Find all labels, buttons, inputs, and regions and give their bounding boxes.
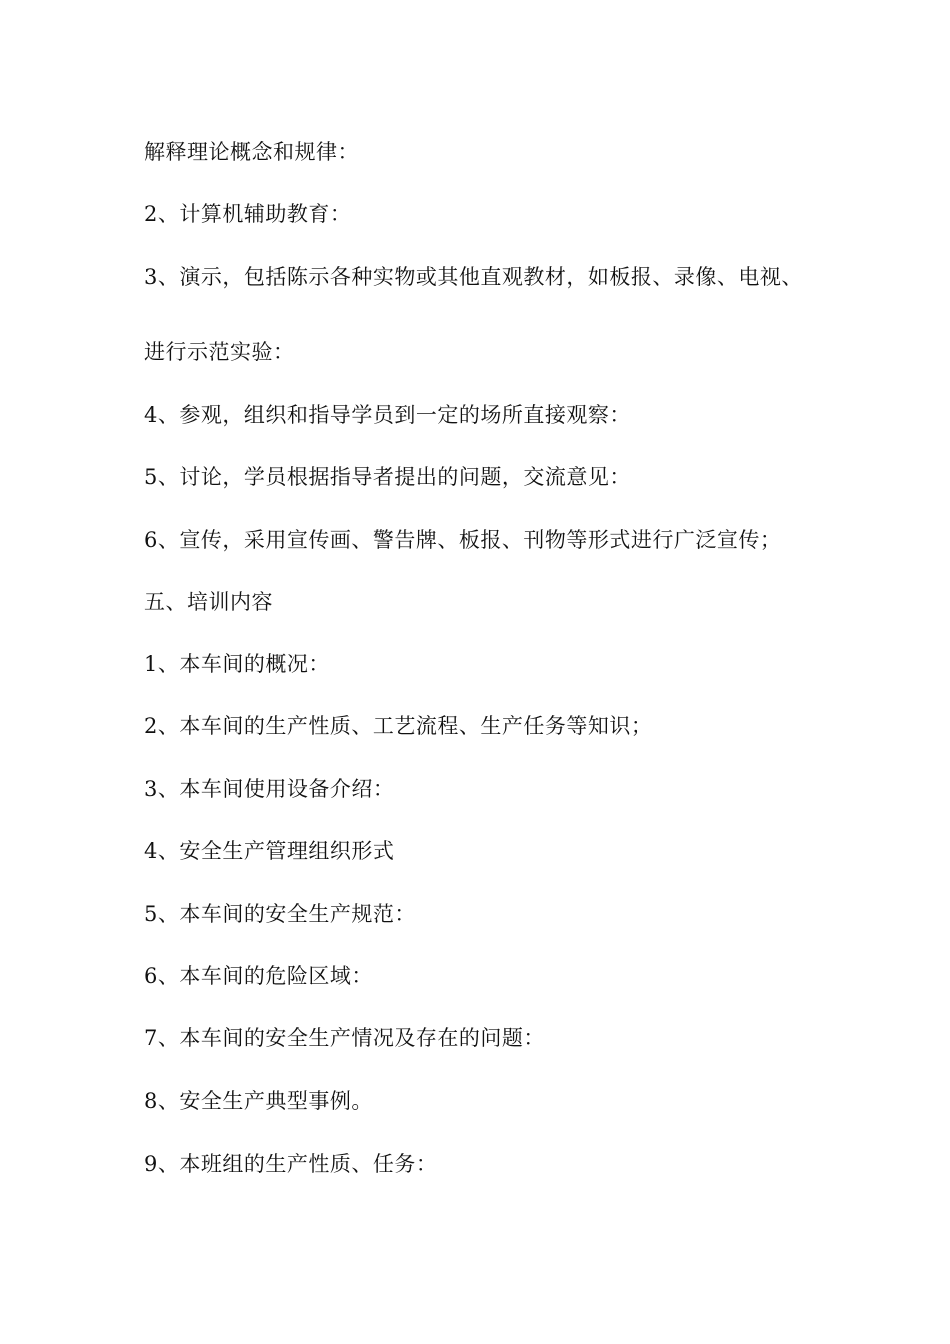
text-line: 5、讨论，学员根据指导者提出的问题，交流意见：	[144, 465, 631, 489]
text-line: 3、演示，包括陈示各种实物或其他直观教材，如板报、录像、电视、	[144, 265, 803, 289]
text-line: 进行示范实验：	[144, 340, 295, 364]
text-line: 4、参观，组织和指导学员到一定的场所直接观察：	[144, 403, 631, 427]
text-line: 2、本车间的生产性质、工艺流程、生产任务等知识；	[144, 714, 653, 738]
text-line: 9、本班组的生产性质、任务：	[144, 1152, 438, 1176]
text-line: 3、本车间使用设备介绍：	[144, 777, 395, 801]
text-line: 解释理论概念和规律：	[144, 140, 359, 164]
text-line: 6、本车间的危险区域：	[144, 964, 373, 988]
text-line: 5、本车间的安全生产规范：	[144, 902, 416, 926]
text-line: 4、安全生产管理组织形式	[144, 839, 395, 863]
text-line: 7、本车间的安全生产情况及存在的问题：	[144, 1026, 545, 1050]
section-heading: 五、培训内容	[144, 590, 273, 614]
text-line: 6、宣传，采用宣传画、警告牌、板报、刊物等形式进行广泛宣传；	[144, 528, 782, 552]
text-line: 2、计算机辅助教育：	[144, 202, 352, 226]
text-line: 1、本车间的概况：	[144, 652, 330, 676]
text-line: 8、安全生产典型事例。	[144, 1089, 373, 1113]
